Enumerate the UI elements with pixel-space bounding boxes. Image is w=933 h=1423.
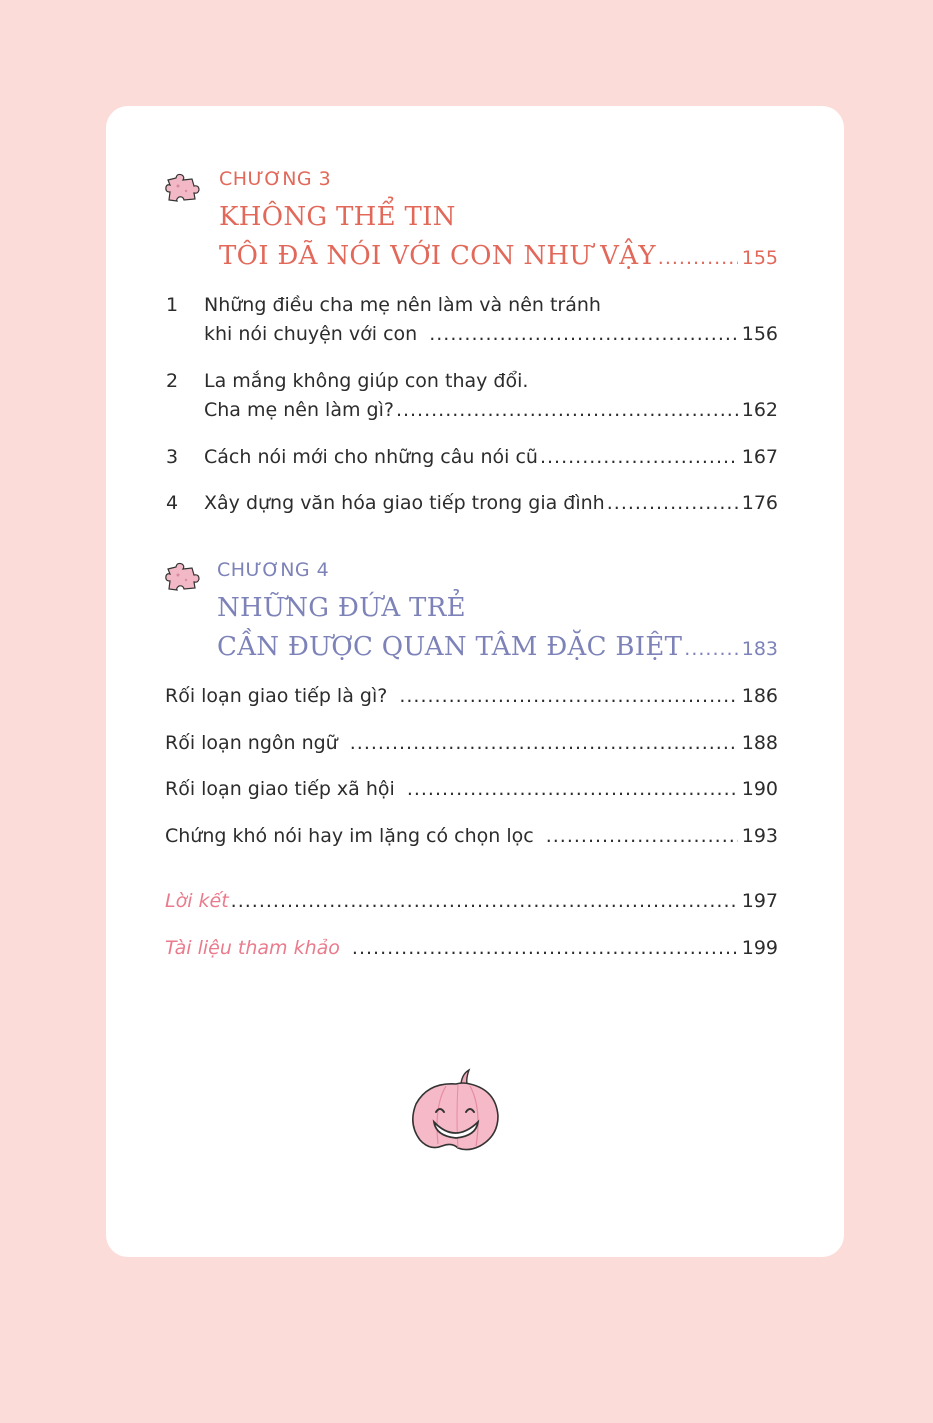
smiling-onion-icon [406, 1066, 506, 1156]
entry-number: 1 [166, 294, 179, 316]
entry-title: Rối loạn giao tiếp xã hội [165, 778, 395, 800]
entry-number: 4 [166, 492, 179, 514]
page-number: 199 [741, 937, 778, 959]
chapter4-title-line1: NHỮNG ĐỨA TRẺ [217, 593, 466, 623]
toc-line-chapter4[interactable] [217, 632, 778, 662]
page-number: 188 [741, 732, 778, 754]
toc-line[interactable] [165, 732, 778, 754]
chapter3-title-line2: TÔI ĐÃ NÓI VỚI CON NHƯ VẬY [219, 241, 656, 271]
page-number: 176 [741, 492, 778, 514]
entry-title: Xây dựng văn hóa giao tiếp trong gia đình [204, 492, 605, 514]
entry-title: Tài liệu tham khảo [165, 937, 340, 959]
toc-line-references[interactable] [165, 937, 778, 959]
toc-line[interactable] [165, 685, 778, 707]
page-number: 162 [741, 399, 778, 421]
puzzle-piece-icon [164, 561, 202, 593]
dot-leader [540, 446, 738, 468]
page-number: 155 [741, 247, 778, 269]
dot-leader [607, 492, 738, 514]
entry-number: 3 [166, 446, 179, 468]
dot-leader [429, 323, 738, 345]
page-number: 186 [741, 685, 778, 707]
dot-leader [407, 778, 738, 800]
page-number: 190 [741, 778, 778, 800]
page-number: 183 [741, 638, 778, 660]
toc-line[interactable] [204, 492, 778, 514]
entry-number: 2 [166, 370, 179, 392]
dot-leader [396, 399, 738, 421]
entry-title: Chứng khó nói hay im lặng có chọn lọc [165, 825, 534, 847]
chapter4-title-line2: CẦN ĐƯỢC QUAN TÂM ĐẶC BIỆT [217, 632, 683, 662]
toc-line-chapter3[interactable] [219, 241, 778, 271]
toc-card [106, 106, 844, 1257]
dot-leader [231, 890, 738, 912]
toc-line[interactable] [165, 825, 778, 847]
toc-line[interactable] [204, 399, 778, 421]
entry-title: Lời kết [165, 890, 229, 912]
toc-line[interactable] [204, 323, 778, 345]
chapter3-label: CHƯƠNG 3 [219, 168, 332, 190]
entry-title: Rối loạn ngôn ngữ [165, 732, 338, 754]
entry-title: khi nói chuyện với con [204, 323, 418, 345]
toc-line-afterword[interactable] [165, 890, 778, 912]
page-number: 156 [741, 323, 778, 345]
puzzle-piece-icon [164, 172, 202, 204]
page-number: 197 [741, 890, 778, 912]
chapter3-title-line1: KHÔNG THỂ TIN [219, 202, 456, 232]
dot-leader [658, 247, 738, 269]
toc-line[interactable] [165, 778, 778, 800]
dot-leader [399, 685, 737, 707]
dot-leader [352, 937, 738, 959]
page-number: 167 [741, 446, 778, 468]
entry-title: Cách nói mới cho những câu nói cũ [204, 446, 538, 468]
entry-title: Những điều cha mẹ nên làm và nên tránh [204, 294, 601, 316]
entry-title: Rối loạn giao tiếp là gì? [165, 685, 388, 707]
entry-title: Cha mẹ nên làm gì? [204, 399, 394, 421]
dot-leader [684, 638, 737, 660]
chapter4-label: CHƯƠNG 4 [217, 559, 330, 581]
dot-leader [350, 732, 738, 754]
entry-title: La mắng không giúp con thay đổi. [204, 370, 529, 392]
page-number: 193 [741, 825, 778, 847]
dot-leader [546, 825, 738, 847]
toc-line[interactable] [204, 446, 778, 468]
